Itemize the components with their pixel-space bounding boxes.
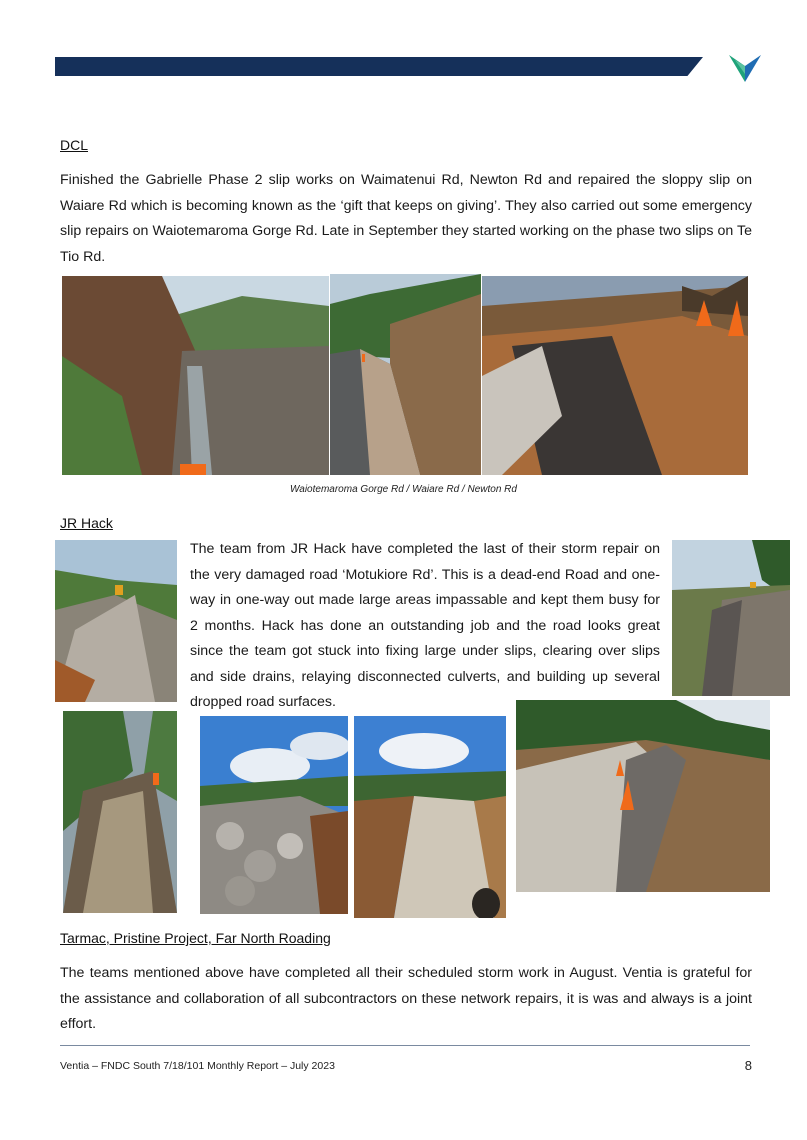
photo-waiare-rd (330, 274, 481, 475)
photo-caption-dcl: Waiotemaroma Gorge Rd / Waiare Rd / Newton Rd (290, 484, 517, 495)
ventia-logo-icon (729, 52, 761, 82)
footer-divider (60, 1045, 750, 1046)
page-number: 8 (744, 1058, 752, 1073)
section-heading-jr-hack: JR Hack (60, 515, 113, 531)
photo-motukiore-right (672, 540, 790, 696)
section-body-jr-hack: The team from JR Hack have completed the last of their storm repair on the very damaged road ‘Motukiore Rd’. This is a dead-end Road and one-way in one-way out made large areas impassable and kept them busy for 2 months. Hack has done an outstanding job and the road looks great since the team got stuck into fixing large under slips, clearing over slips and side drains, relaying disconnected culverts, and building up several dropped road surfaces. (190, 541, 660, 710)
photo-motukiore-rock-wall (200, 716, 348, 914)
photo-motukiore-gravel-road (354, 716, 506, 918)
section-heading-dcl: DCL (60, 137, 89, 153)
section-body-tarmac: The teams mentioned above have completed all their scheduled storm work in August. Ventia is grateful for the assistance and collaboration of all subcontractors on these network repairs, it is was and always is a joint effort. (60, 965, 752, 1032)
photo-motukiore-culvert (63, 711, 177, 913)
photo-slip-gorge-rd (62, 276, 329, 475)
header-band (55, 57, 703, 76)
photo-motukiore-left (55, 540, 177, 702)
photo-motukiore-completed-road (516, 700, 770, 892)
section-body-dcl: Finished the Gabrielle Phase 2 slip works on Waimatenui Rd, Newton Rd and repaired the sloppy slip on Waiare Rd which is becoming known as the ‘gift that keeps on giving’. They also carried out some emergency slip repairs on Waiotemaroma Gorge Rd. Late in September they started working on the phase two slips on Te Tio Rd. (60, 172, 752, 265)
photo-newton-rd (482, 276, 748, 475)
footer-report-title: Ventia – FNDC South 7/18/101 Monthly Report – July 2023 (60, 1060, 335, 1072)
section-heading-tarmac: Tarmac, Pristine Project, Far North Roading (60, 930, 331, 946)
